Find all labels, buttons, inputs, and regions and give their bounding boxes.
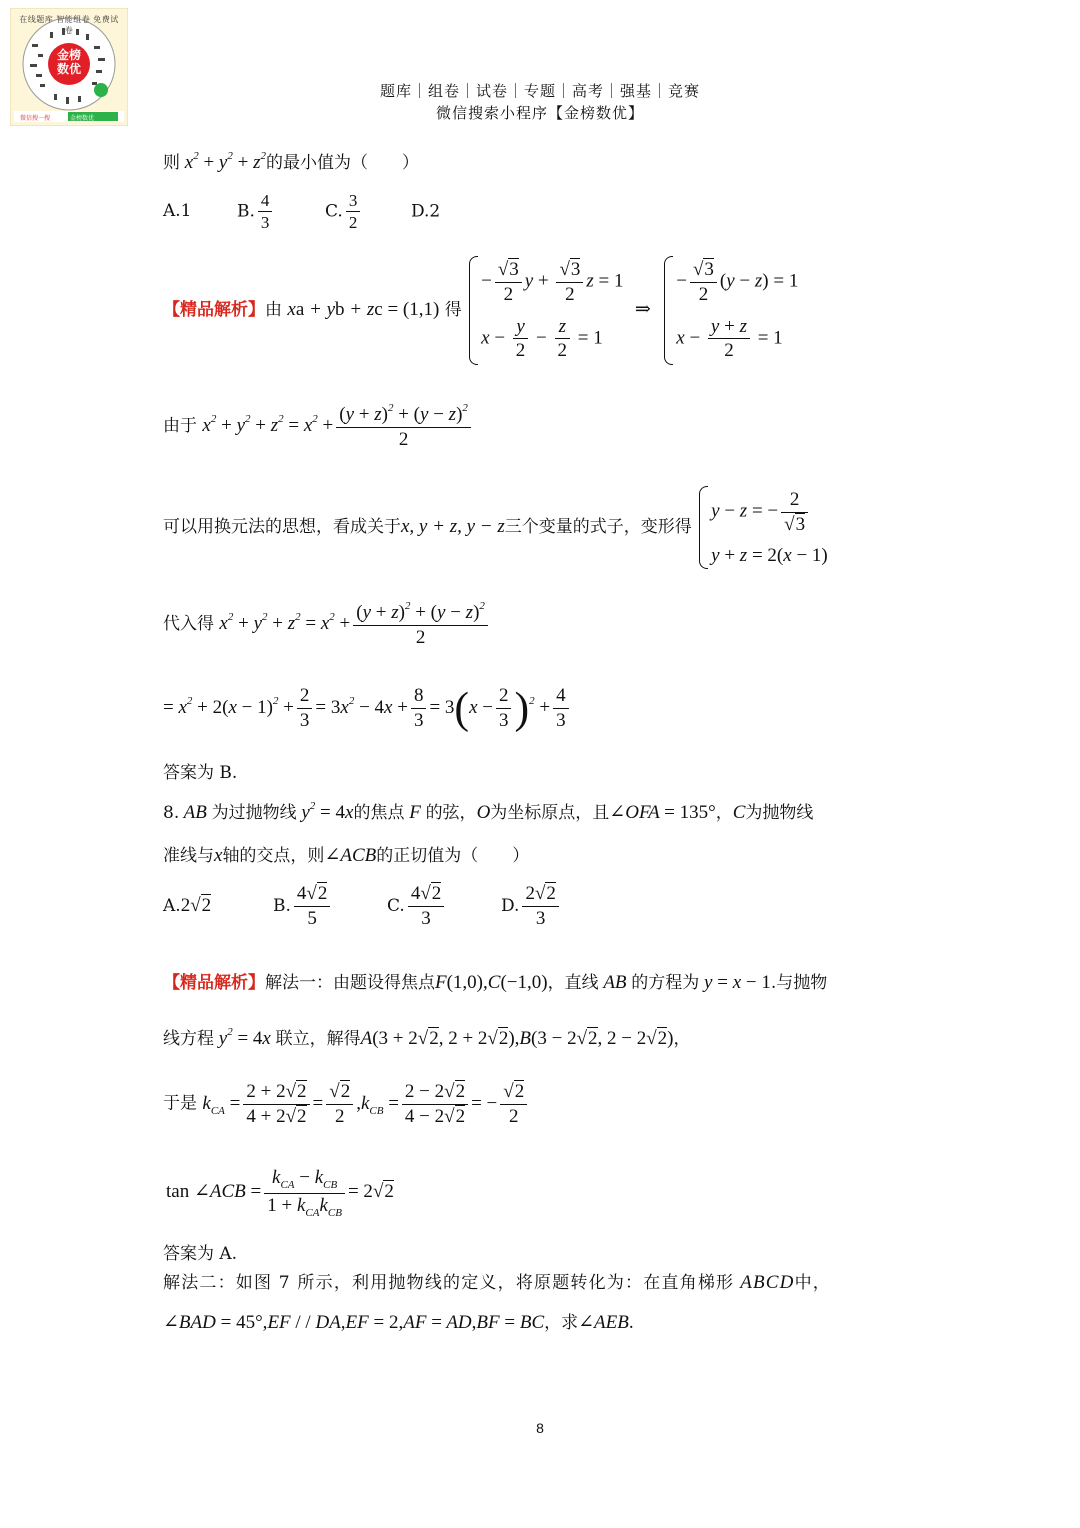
q7-option-d: D.2 (411, 201, 441, 222)
q7-analysis-line1: 【精品解析】由 xa + yb + zc = (1,1) 得 − $\frac{√3}{2}$ y + $\frac{√3}{2}$ z = 1 x − $\frac{y}{2}$ − $\frac{z}{2}$ = 1 ⇒ − $\frac{√3}{2}$ (y − z) = 1 x − $\frac{y + z}{2}$ = 1 (163, 254, 798, 367)
q8-option-a: A.2√2 (163, 894, 212, 916)
q8-stem-line2: 准线与x轴的交点，则∠ACB的正切值为（ ） (163, 845, 530, 866)
q8-option-d: D. $\frac{2√2}{3}$ (501, 896, 562, 916)
q8-method1-line4: tan ∠ACB = $\frac{k_{CA} - k_{CB}}{1 + k_{CA}k_{CB}}$ = 2√2 (166, 1167, 394, 1219)
q7-option-c: C. $\frac{3}{2}$ (325, 190, 411, 234)
analysis-tag: 【精品解析】 (163, 973, 265, 993)
q7-option-a: A.1 (163, 201, 192, 222)
logo-bottom-left: 微信搜一搜 (20, 115, 51, 122)
q7-stem: 则 $x^2 + y^2 + z^2$的最小值为（ ） (163, 150, 419, 173)
q7-options (163, 190, 440, 234)
logo-center-text: 金榜数优 (56, 48, 81, 76)
q7-analysis-line2: 由于 $x^2 + y^2 + z^2 = x^2$ + $\frac{(y + z)^2 + (y - z)^2}{2}$ (163, 402, 474, 452)
q8-method2-line1: 解法二：如图 7 所示，利用抛物线的定义，将原题转化为：在直角梯形 ABCD中， (163, 1272, 831, 1293)
analysis-tag: 【精品解析】 (163, 300, 265, 320)
header-slogan: 题库｜组卷｜试卷｜专题｜高考｜强基｜竞赛 (379, 82, 700, 100)
logo-top-text: 在线题库 智能组卷 免费试卷 (19, 15, 119, 35)
q8-method1-line3: 于是 $k_{CA}$ = $\frac{2 + 2√2}{4 + 2√2}$ = $\frac{√2}{2}$ $,k_{CB}$ = $\frac{2 - 2√2}{4 - 2√2}$ = − $\frac{√2}{2}$ (163, 1080, 530, 1129)
page-number: 8 (536, 1420, 544, 1436)
q7-answer: 答案为 B. (163, 763, 238, 783)
q7-analysis-line5: = $x^2 + 2(x - 1)^2$ + $\frac{2}{3}$ = $3x^2 - 4x$ + $\frac{8}{3}$ = 3(x − $\frac{2}{3}$ )$^2$ + $\frac{4}{3}$ (163, 684, 572, 733)
q8-options (163, 882, 562, 931)
q7-analysis-line3: 可以用换元法的思想，看成关于x, y + z, y − z三个变量的式子，变形得 y − z = − $\frac{2}{√3}$ y + z = 2(x − 1) (163, 484, 828, 571)
q8-stem-line1: 8. AB 为过抛物线 $y^2 = 4x$的焦点 F 的弦，O为坐标原点，且∠OFA = 135°，C为抛物线 (163, 800, 814, 823)
q7-option-b: B. $\frac{4}{3}$ (237, 190, 325, 234)
q8-answer: 答案为 A. (163, 1244, 238, 1264)
q7-analysis-line4: 代入得 $x^2 + y^2 + z^2 = x^2$ + $\frac{(y + z)^2 + (y - z)^2}{2}$ (163, 600, 491, 650)
q8-method2-line2: ∠BAD = 45°,EF / / DA,EF = 2,AF = AD,BF = BC，求∠AEB. (163, 1312, 634, 1333)
q8-option-c: C. $\frac{4√2}{3}$ (387, 882, 501, 931)
q8-method1-line2: 线方程 $y^2 = 4x$ 联立，解得A(3 + 2√2, 2 + 2√2),B(3 − 2√2, 2 − 2√2)， (163, 1026, 691, 1049)
q8-option-b: B. $\frac{4√2}{5}$ (273, 882, 387, 931)
header-miniprogram: 微信搜索小程序【金榜数优】 (435, 104, 644, 122)
logo-bottom-right: 金榜数优 (70, 115, 95, 122)
q8-method1-line1: 【精品解析】解法一：由题设得焦点F(1,0),C(−1,0)，直线 AB 的方程为 y = x − 1.与抛物 (163, 972, 828, 993)
